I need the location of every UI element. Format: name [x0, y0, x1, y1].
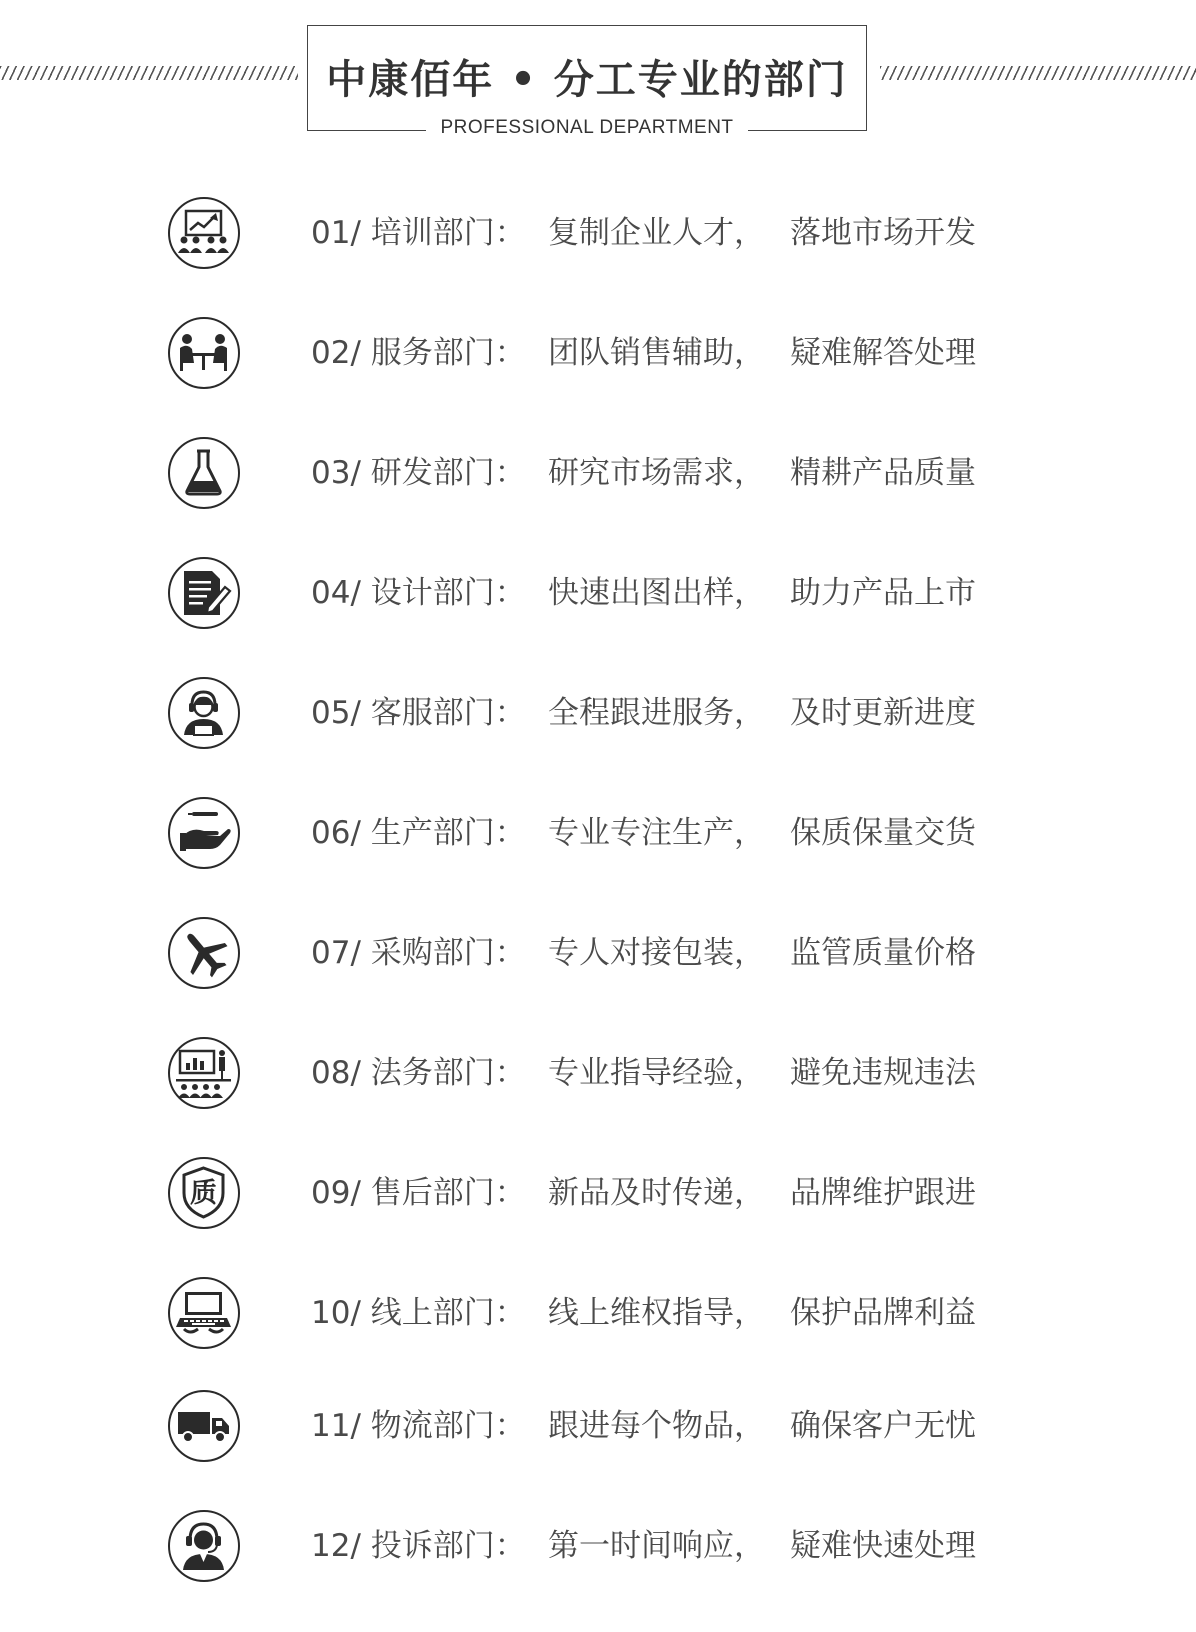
department-desc-b: 确保客户无忧: [790, 1408, 976, 1444]
department-label: 09/ 售后部门：: [311, 1175, 526, 1211]
department-row-customer-service: [0, 665, 1196, 765]
department-desc-b: 疑难快速处理: [790, 1528, 976, 1564]
department-desc-a: 线上维权指导，: [548, 1295, 765, 1331]
department-desc-a: 专人对接包装，: [548, 935, 765, 971]
laptop-icon: [168, 1277, 240, 1349]
airplane-icon: [168, 917, 240, 989]
hand-pen-icon: [168, 797, 240, 869]
department-label: 03/ 研发部门：: [311, 455, 526, 491]
department-desc-a: 全程跟进服务，: [548, 695, 765, 731]
truck-icon: [168, 1390, 240, 1462]
department-row-logistics: [0, 1378, 1196, 1478]
department-desc-b: 保质保量交货: [790, 815, 976, 851]
department-desc-b: 助力产品上市: [790, 575, 976, 611]
meeting-icon: [168, 317, 240, 389]
quality-shield-glyph: 质: [190, 1178, 217, 1209]
department-row-design: [0, 545, 1196, 645]
quality-shield-icon: [168, 1157, 240, 1229]
department-row-purchasing: [0, 905, 1196, 1005]
document-pen-icon: [168, 557, 240, 629]
department-row-service: [0, 305, 1196, 405]
department-label: 01/ 培训部门：: [311, 215, 526, 251]
department-desc-b: 品牌维护跟进: [790, 1175, 976, 1211]
hatch-decoration-right: [880, 66, 1196, 80]
department-desc-b: 避免违规违法: [790, 1055, 976, 1091]
title-frame: [307, 25, 867, 138]
department-desc-a: 研究市场需求，: [548, 455, 765, 491]
department-row-online: [0, 1265, 1196, 1365]
department-desc-a: 专业专注生产，: [548, 815, 765, 851]
department-label: 04/ 设计部门：: [311, 575, 526, 611]
department-label: 06/ 生产部门：: [311, 815, 526, 851]
department-desc-b: 落地市场开发: [790, 215, 976, 251]
department-label: 02/ 服务部门：: [311, 335, 526, 371]
department-row-after-sales: [0, 1145, 1196, 1245]
department-label: 05/ 客服部门：: [311, 695, 526, 731]
department-desc-a: 跟进每个物品，: [548, 1408, 765, 1444]
department-label: 10/ 线上部门：: [311, 1295, 526, 1331]
department-desc-a: 新品及时传递，: [548, 1175, 765, 1211]
page-header: [0, 0, 1196, 150]
department-row-rnd: [0, 425, 1196, 525]
department-row-production: [0, 785, 1196, 885]
department-row-complaints: [0, 1498, 1196, 1598]
department-desc-b: 监管质量价格: [790, 935, 976, 971]
department-row-legal: [0, 1025, 1196, 1125]
department-label: 07/ 采购部门：: [311, 935, 526, 971]
page-subtitle: PROFESSIONAL DEPARTMENT: [426, 115, 747, 145]
flask-icon: [168, 437, 240, 509]
presentation-icon: [168, 1037, 240, 1109]
department-desc-b: 及时更新进度: [790, 695, 976, 731]
page-title: 中康佰年 • 分工专业的部门: [326, 57, 848, 103]
department-label: 11/ 物流部门：: [311, 1408, 526, 1444]
training-chart-icon: [168, 197, 240, 269]
department-desc-a: 快速出图出样，: [548, 575, 765, 611]
department-desc-a: 第一时间响应，: [548, 1528, 765, 1564]
department-desc-a: 复制企业人才，: [548, 215, 765, 251]
department-desc-b: 精耕产品质量: [790, 455, 976, 491]
department-label: 08/ 法务部门：: [311, 1055, 526, 1091]
headset-agent-icon: [168, 1510, 240, 1582]
department-desc-a: 专业指导经验，: [548, 1055, 765, 1091]
operator-icon: [168, 677, 240, 749]
department-desc-a: 团队销售辅助，: [548, 335, 765, 371]
hatch-decoration-left: [0, 66, 298, 80]
department-desc-b: 保护品牌利益: [790, 1295, 976, 1331]
department-row-training: [0, 185, 1196, 285]
department-desc-b: 疑难解答处理: [790, 335, 976, 371]
department-label: 12/ 投诉部门：: [311, 1528, 526, 1564]
